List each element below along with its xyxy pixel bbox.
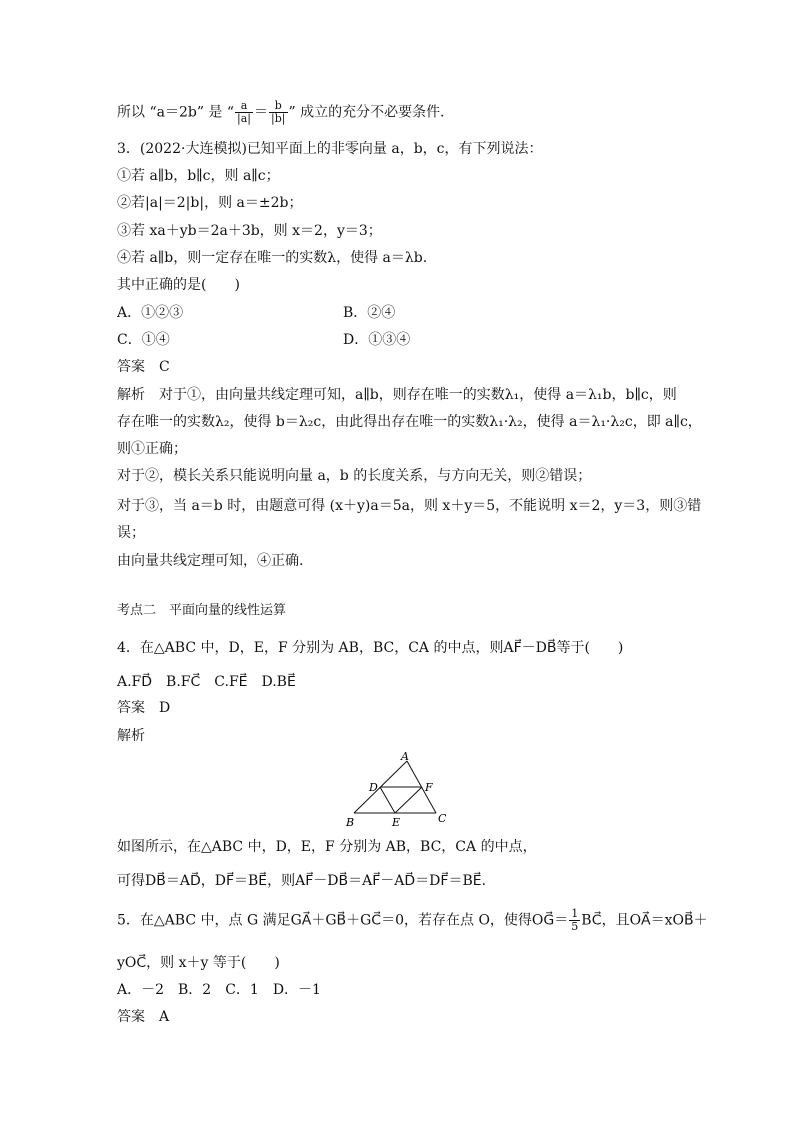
q4-stem: 4．在△ABC 中，D，E，F 分别为 AB，BC，CA 的中点，则AF⃗－DB⃗等于( ) [117,640,624,656]
q3-option-b: B．②④ [343,305,396,321]
q4-explanation-1: 如图所示，在△ABC 中，D，E，F 分别为 AB，BC，CA 的中点， [117,839,537,855]
frac2-denominator: |b| [271,112,286,125]
q3-option-c: C．①④ [117,332,170,348]
q5-answer: 答案 A [117,1009,170,1025]
triangle-figure [340,748,450,830]
frac1-numerator: a [235,100,253,113]
q4-explanation-2: 可得DB⃗＝AD⃗，DF⃗＝BE⃗，则AF⃗－DB⃗＝AF⃗－AD⃗＝DF⃗＝BE⃗. [117,873,487,889]
q3-explanation-5: 对于③，当 a＝b 时，由题意可得 (x＋y)a＝5a，则 x＋y＝5，不能说明 x＝2，y＝3，则③错 [117,498,702,514]
midline-de [380,787,395,813]
conclusion-line [117,100,454,125]
label-f: F [425,781,433,794]
label-b: B [346,816,355,829]
section-title: 考点二 平面向量的线性运算 [117,603,287,618]
label-d: D [369,781,378,794]
frac2-numerator: b [269,100,287,113]
q4-answer: 答案 D [117,700,171,716]
q3-stem: 3．(2022·大连模拟)已知平面上的非零向量 a，b，c，有下列说法： [117,141,543,157]
label-c: C [438,812,447,825]
q5-stem-line1 [117,908,708,933]
q3-option-d: D．①③④ [343,332,411,348]
q3-question: 其中正确的是( ) [117,277,240,293]
q3-option-a: A．①②③ [117,305,184,321]
q3-statement-3: ③若 xa＋yb＝2a＋3b，则 x＝2，y＝3； [117,223,382,239]
conclusion-eq: ＝ [254,104,269,121]
label-e: E [392,816,401,829]
fraction-one-fifth [569,908,580,933]
frac-denominator: 5 [571,920,579,933]
q4-options: A.FD⃗ B.FC⃗ C.FE⃗ D.BE⃗ [117,674,296,690]
frac-numerator: 1 [571,907,579,920]
q4-explanation-label: 解析 [117,728,145,744]
q3-explanation-6: 误； [117,525,145,541]
fraction-b-over-abs-b [269,100,287,125]
q3-statement-4: ④若 a∥b，则一定存在唯一的实数λ，使得 a＝λb. [117,250,428,266]
q3-explanation-2: 存在唯一的实数λ₂，使得 b＝λ₂c，由此得出存在唯一的实数λ₁·λ₂，使得 a＝λ₁·λ₂c，即 a∥c， [117,414,702,430]
midline-ef [395,787,422,813]
q3-explanation-1: 解析 对于①，由向量共线定理可知，a∥b，则存在唯一的实数λ₁，使得 a＝λ₁b，b∥c，则 [117,387,677,403]
q5-stem-part-b: BC⃗，且OA⃗＝xOB⃗＋ [581,912,708,929]
q3-answer: 答案 C [117,359,170,375]
fraction-a-over-abs-a [235,100,253,125]
q3-statement-1: ①若 a∥b，b∥c，则 a∥c； [117,168,280,184]
frac1-denominator: |a| [237,112,252,125]
q3-statement-2: ②若|a|＝2|b|，则 a＝±2b； [117,195,303,211]
q3-explanation-4: 对于②，模长关系只能说明向量 a，b 的长度关系，与方向无关，则②错误； [117,468,592,484]
q5-options: A．－2 B．2 C．1 D．－1 [117,982,321,998]
conclusion-prefix: 所以 “a＝2b” 是 “ [117,104,235,121]
q3-explanation-7: 由向量共线定理可知，④正确. [117,553,304,569]
q3-explanation-3: 则①正确； [117,441,187,457]
q5-stem-line2: yOC⃗，则 x＋y 等于( ) [117,955,280,971]
q5-stem-part-a: 5．在△ABC 中，点 G 满足GA⃗＋GB⃗＋GC⃗＝0，若存在点 O，使得OG⃗＝ [117,912,569,929]
label-a: A [401,750,409,763]
conclusion-suffix: ” 成立的充分不必要条件． [288,104,455,121]
